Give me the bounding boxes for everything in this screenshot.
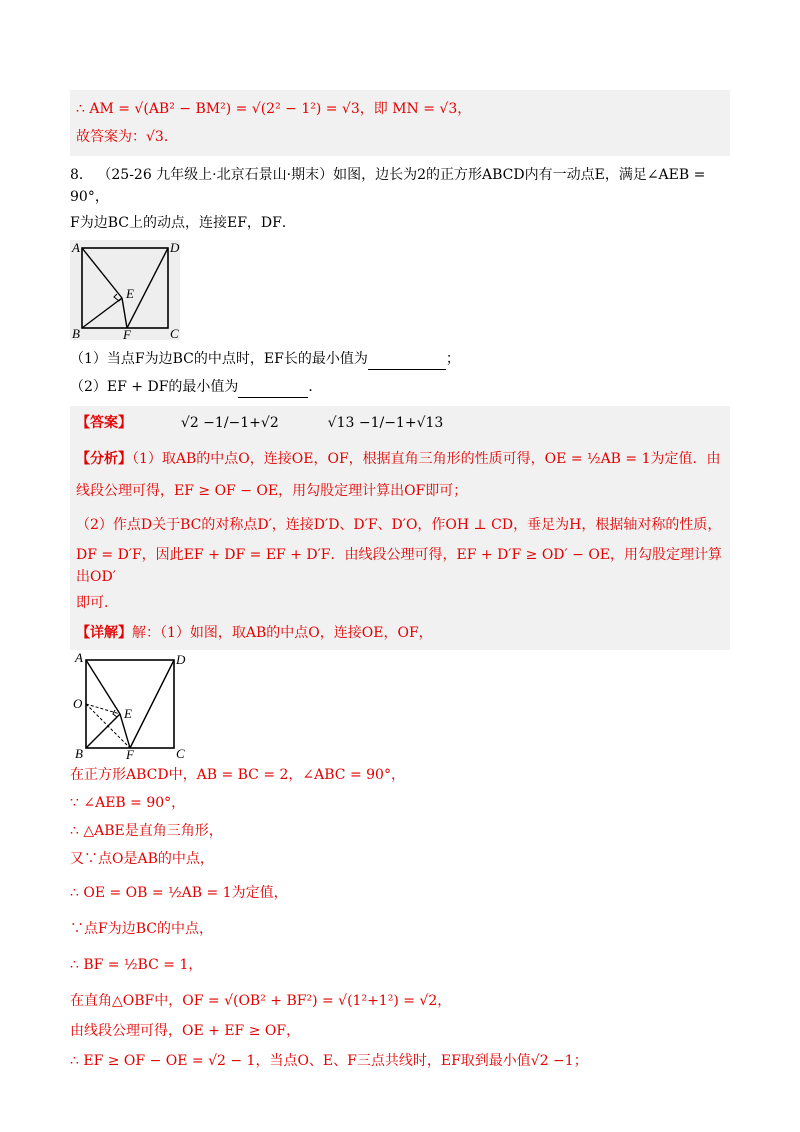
analysis-p1b: 线段公理可得，EF ≥ OF − OE，用勾股定理计算出OF即可； xyxy=(76,483,468,499)
fig1-label-b: B xyxy=(72,326,80,340)
square-figure-2 xyxy=(70,650,188,760)
detail-step-8: 在直角△OBF中，OF = √(OB² + BF²) = √(1²+1²) = √2， xyxy=(70,993,452,1009)
sub-question-1-text: （1）当点F为边BC的中点时，EF长的最小值为 xyxy=(70,351,368,367)
question-stem-b: F为边BC上的动点，连接EF，DF． xyxy=(70,215,296,231)
square-figure-1 xyxy=(70,240,180,340)
answer-blank-2 xyxy=(238,397,308,398)
analysis-p1a: （1）取AB的中点O，连接OE，OF，根据直角三角形的性质可得，OE = ½AB = 1为定值．由 xyxy=(132,451,721,467)
fig1-label-a: A xyxy=(72,240,80,255)
answer-part-2: √13 −1/−1+√13 xyxy=(327,415,444,431)
detail-step-2: ∵ ∠AEB = 90°， xyxy=(70,795,186,811)
sub-question-1 xyxy=(70,348,730,370)
solution-block xyxy=(70,406,730,650)
fig2-label-d: D xyxy=(176,652,186,667)
question-8 xyxy=(70,164,730,398)
fig2-label-c: C xyxy=(176,746,185,760)
fig2-label-f: F xyxy=(126,747,134,760)
fig1-label-e: E xyxy=(126,286,134,301)
detail-step-10: ∴ EF ≥ OF − OE = √2 − 1，当点O、E、F三点共线时，EF取到最小值√2 −1； xyxy=(70,1053,588,1069)
analysis-p2c: 即可． xyxy=(76,595,118,611)
previous-step-line: ∴ AM = √(AB² − BM²) = √(2² − 1²) = √3，即 MN = √3， xyxy=(76,101,472,117)
detail-steps xyxy=(70,764,730,1072)
fig1-label-d: D xyxy=(170,240,180,255)
fig1-label-f: F xyxy=(123,327,131,340)
sub-question-2 xyxy=(70,376,730,398)
detail-step-3: ∴ △ABE是直角三角形， xyxy=(70,823,223,839)
analysis-p2a: （2）作点D关于BC的对称点D′，连接D′D、D′F、D′O，作OH ⊥ CD，垂足为H，根据轴对称的性质， xyxy=(76,517,722,533)
detail-step-7: ∴ BF = ½BC = 1， xyxy=(70,957,203,973)
question-stem-line1 xyxy=(70,164,730,208)
fig2-label-b: B xyxy=(75,746,83,760)
fig2-label-o: O xyxy=(73,696,83,711)
answer-line xyxy=(76,412,724,434)
analysis-label: 【分析】 xyxy=(76,451,132,467)
answer-part-1: √2 −1/−1+√2 xyxy=(180,415,279,431)
answer-blank-1 xyxy=(368,369,446,370)
fig2-label-a: A xyxy=(75,650,83,665)
detail-step-4: 又∵点O是AB的中点， xyxy=(70,851,214,867)
sub-question-2-end: ． xyxy=(308,379,323,395)
detail-step-1: 在正方形ABCD中，AB = BC = 2，∠ABC = 90°， xyxy=(70,767,405,783)
detail-intro: 解：（1）如图，取AB的中点O，连接OE，OF， xyxy=(132,625,433,641)
question-source: （25-26 九年级上·北京石景山·期末） xyxy=(97,167,334,183)
previous-answer-line: 故答案为：√3． xyxy=(76,129,178,145)
detail-step-6: ∵点F为边BC的中点， xyxy=(70,921,213,937)
answer-label: 【答案】 xyxy=(76,415,132,431)
detail-intro-line xyxy=(76,622,724,644)
question-number: 8． xyxy=(70,167,93,183)
sub-question-2-text: （2）EF + DF的最小值为 xyxy=(70,379,239,395)
question-stem-a: 如图，边长为2的正方形ABCD内有一动点E，满足∠AEB = 90°， xyxy=(70,167,706,205)
sub-question-1-end: ； xyxy=(445,351,460,367)
document-page xyxy=(70,90,730,1072)
detail-step-9: 由线段公理可得，OE + EF ≥ OF， xyxy=(70,1023,301,1039)
previous-solution-tail xyxy=(70,90,730,156)
detail-label: 【详解】 xyxy=(76,625,132,641)
analysis-p2b: DF = D′F，因此EF + DF = EF + D′F．由线段公理可得，EF + D′F ≥ OD′ − OE，用勾股定理计算出OD′ xyxy=(76,547,723,585)
detail-step-5: ∴ OE = OB = ½AB = 1为定值， xyxy=(70,885,288,901)
fig1-label-c: C xyxy=(170,326,179,340)
analysis-line-1 xyxy=(76,448,724,470)
fig2-label-e: E xyxy=(124,706,132,721)
